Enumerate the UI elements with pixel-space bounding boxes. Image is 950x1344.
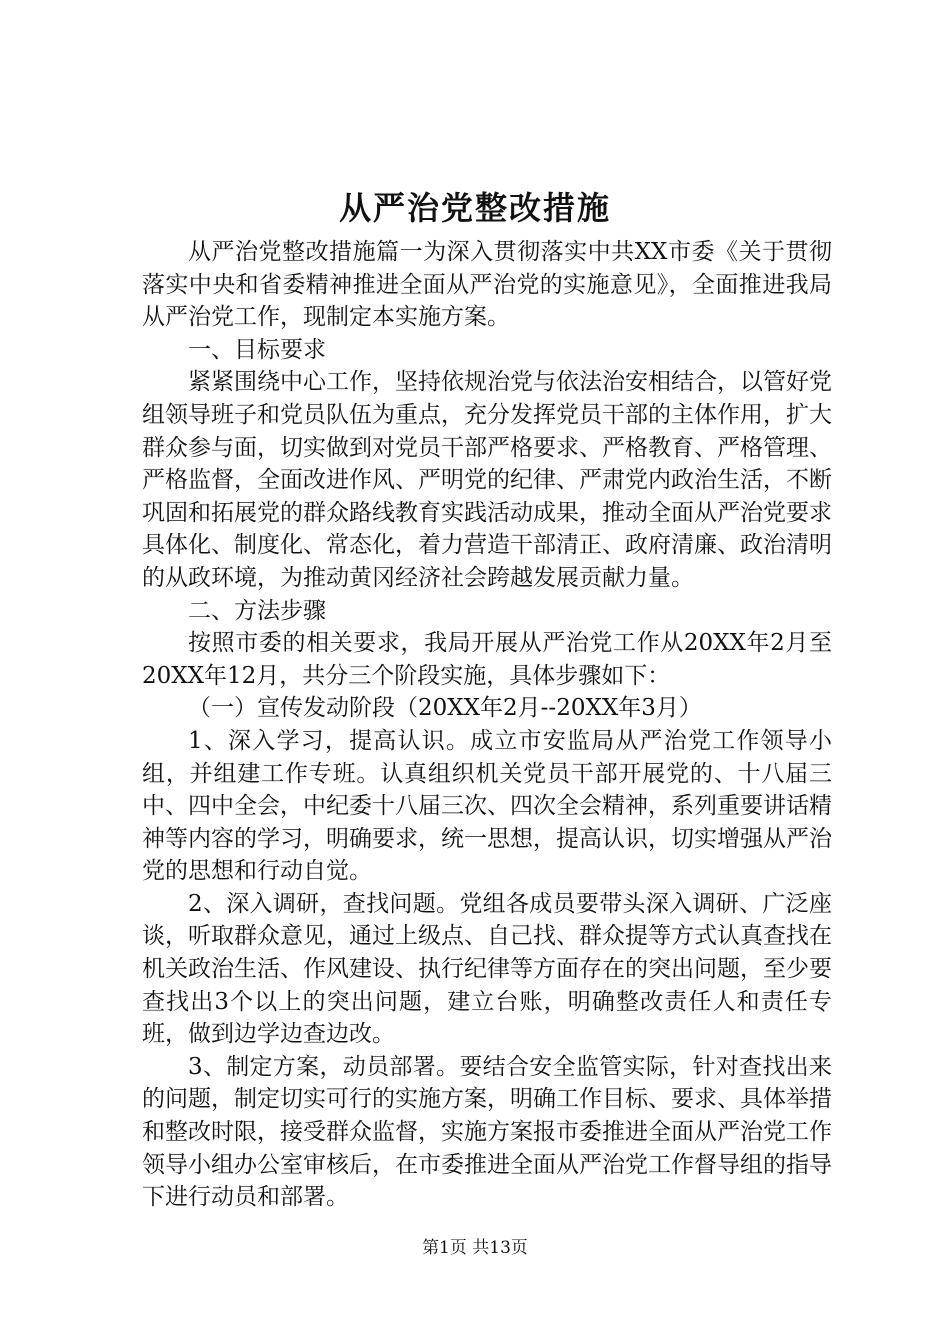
paragraph-intro: 从严治党整改措施篇一为深入贯彻落实中共XX市委《关于贯彻落实中央和省委精神推进全面从严治党的实施意见》，全面推进我局从严治党工作，现制定本实施方案。 [142, 239, 832, 331]
page-total: 共13页 [472, 1238, 528, 1258]
section-heading-steps: 二、方法步骤 [188, 597, 326, 624]
paragraph-steps-overview: 按照市委的相关要求，我局开展从严治党工作从20XX年2月至20XX年12月，共分三个阶段实施，具体步骤如下： [142, 630, 832, 689]
paragraph-item-1: 1、深入学习，提高认识。成立市安监局从严治党工作领导小组，并组建工作专班。认真组织机关党员干部开展党的、十八届三中、四中全会，中纪委十八届三次、四次全会精神，系列重要讲话精神等内容的学习，明确要求，统一思想，提高认识，切实增强从严治党的思想和行动自觉。 [142, 727, 832, 885]
section-heading-goals: 一、目标要求 [188, 336, 326, 363]
page-footer [0, 1237, 950, 1259]
paragraph-item-2: 2、深入调研，查找问题。党组各成员要带头深入调研、广泛座谈，听取群众意见，通过上级点、自己找、群众提等方式认真查找在机关政治生活、作风建设、执行纪律等方面存在的突出问题，至少要查找出3个以上的突出问题，建立台账，明确整改责任人和责任专班，做到边学边查边改。 [142, 890, 832, 1048]
page-number: 第1页 [422, 1238, 467, 1258]
document-title: 从严治党整改措施 [338, 189, 611, 227]
paragraph-item-3: 3、制定方案，动员部署。要结合安全监管实际，针对查找出来的问题，制定切实可行的实施方案，明确工作目标、要求、具体举措和整改时限，接受群众监督，实施方案报市委推进全面从严治党工作领导小组办公室审核后，在市委推进全面从严治党工作督导组的指导下进行动员和部署。 [142, 1053, 832, 1211]
subsection-heading-phase-one: （一）宣传发动阶段（20XX年2月--20XX年3月） [188, 695, 702, 722]
paragraph-goals: 紧紧围绕中心工作，坚持依规治党与依法治安相结合，以管好党组领导班子和党员队伍为重点，充分发挥党员干部的主体作用，扩大群众参与面，切实做到对党员干部严格要求、严格教育、严格管理、严格监督，全面改进作风、严明党的纪律、严肃党内政治生活，不断巩固和拓展党的群众路线教育实践活动成果，推动全面从严治党要求具体化、制度化、常态化，着力营造干部清正、政府清廉、政治清明的从政环境，为推动黄冈经济社会跨越发展贡献力量。 [142, 369, 832, 591]
document-body [142, 236, 832, 1214]
